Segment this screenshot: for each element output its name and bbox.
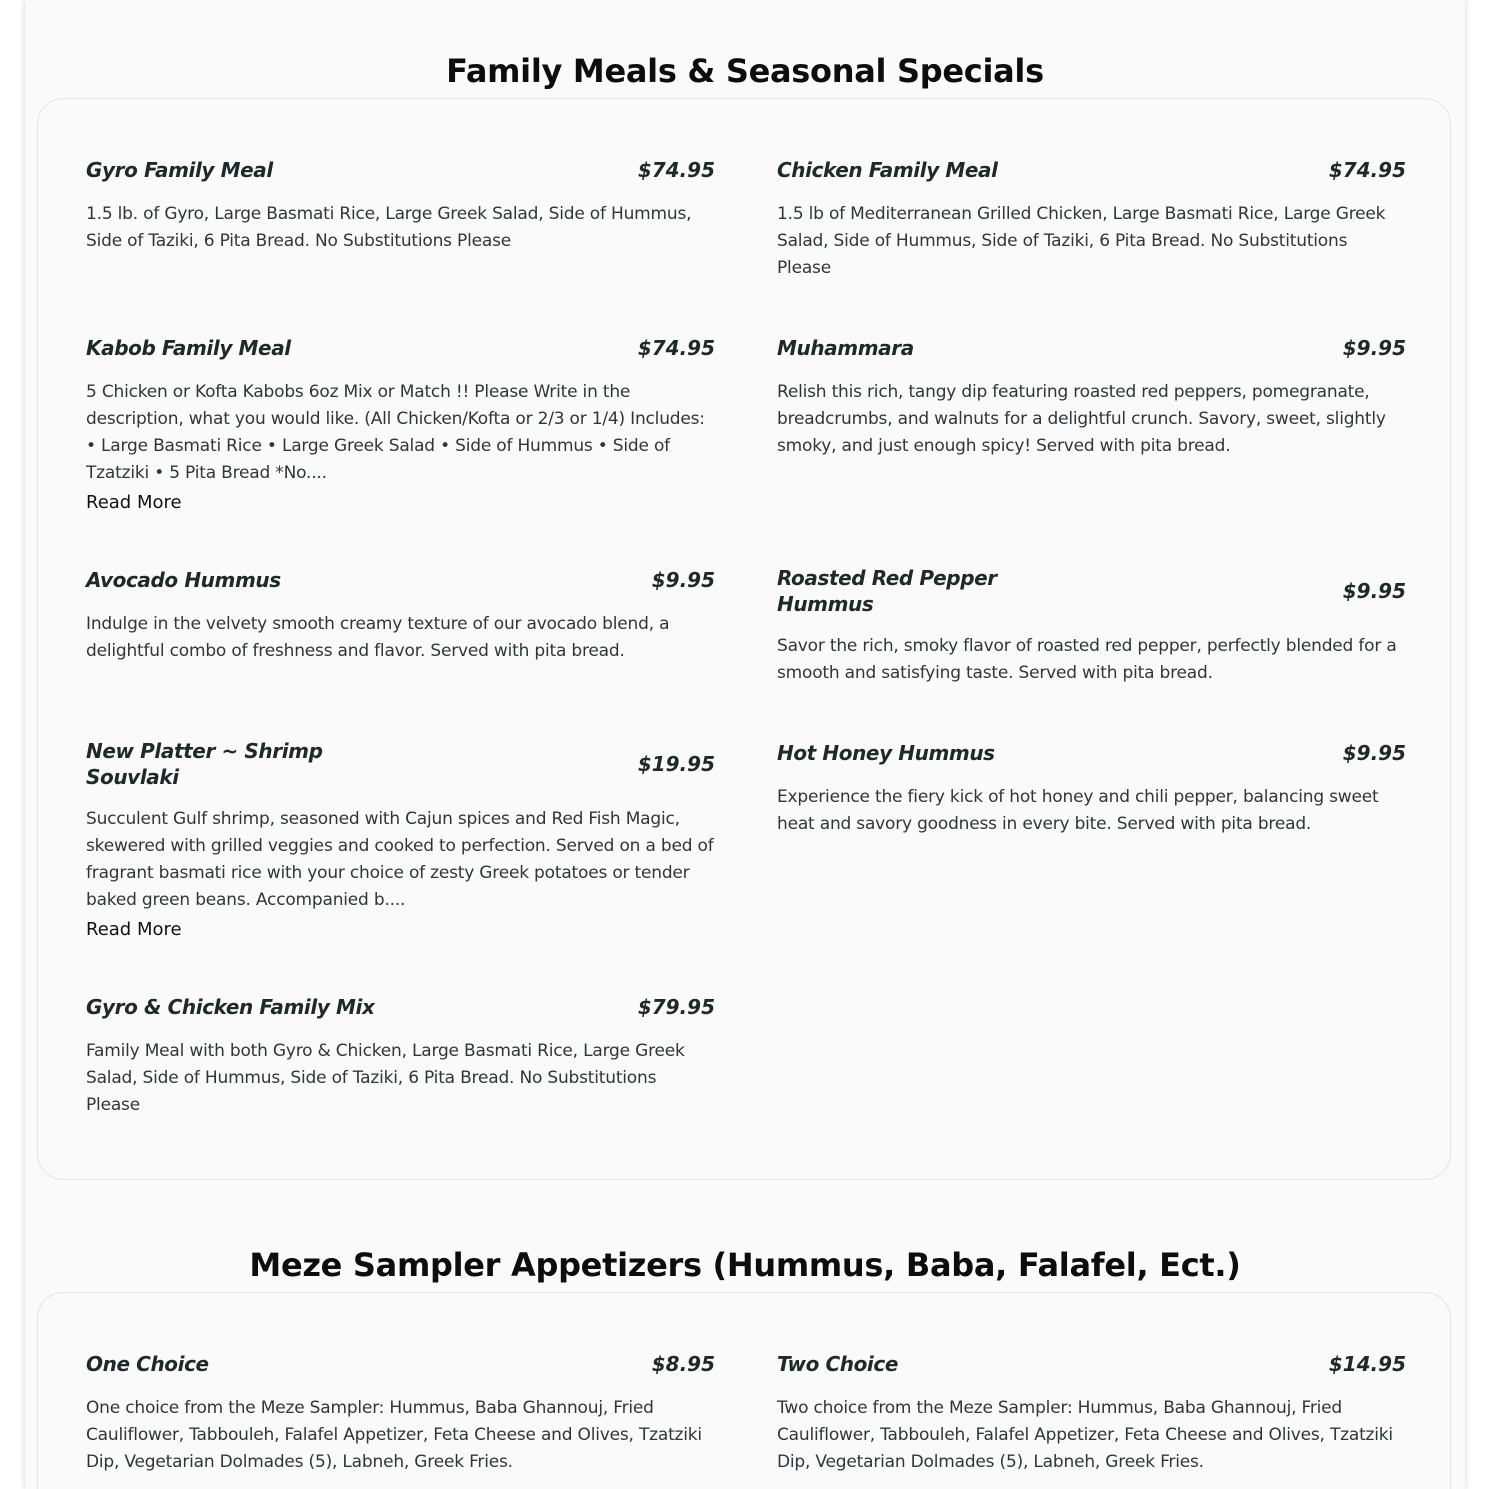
read-more-link[interactable]: Read More bbox=[86, 492, 182, 513]
menu-item-name: Gyro Family Meal bbox=[86, 158, 273, 182]
menu-item-description: Family Meal with both Gyro & Chicken, Large Basmati Rice, Large Greek Salad, Side of Hummus, Side of Taziki, 6 Pita Bread. No Substitutions Please bbox=[86, 1041, 685, 1115]
menu-item-price: $9.95 bbox=[1342, 741, 1406, 765]
menu-item-description: One choice from the Meze Sampler: Hummus, Baba Ghannouj, Fried Cauliflower, Tabbouleh, Falafel Appetizer, Feta Cheese and Olives, Tzatziki Dip, Vegetarian Dolmades (5), Labneh, Greek Fries. bbox=[86, 1398, 702, 1472]
menu-item-description: Indulge in the velvety smooth creamy texture of our avocado blend, a delightful combo of freshness and flavor. Served with pita bread. bbox=[86, 614, 670, 661]
menu-item-price: $74.95 bbox=[637, 336, 715, 360]
menu-item-name: Chicken Family Meal bbox=[777, 158, 998, 182]
section-title-family-meals: Family Meals & Seasonal Specials bbox=[446, 52, 1044, 90]
menu-item-name: Hot Honey Hummus bbox=[777, 741, 995, 765]
menu-item-price: $79.95 bbox=[637, 995, 715, 1019]
menu-item-name: Gyro & Chicken Family Mix bbox=[86, 995, 375, 1019]
menu-item-price: $19.95 bbox=[637, 752, 715, 776]
menu-item-name: Two Choice bbox=[777, 1352, 899, 1376]
menu-item-description: 5 Chicken or Kofta Kabobs 6oz Mix or Match !! Please Write in the description, what you would like. (All Chicken/Kofta or 2/3 or 1/4) Includes: • Large Basmati Rice • Large Greek Salad • Side of Hummus • Side of Tzatziki • 5 Pita Bread *No.... bbox=[86, 382, 705, 483]
menu-item-price: $74.95 bbox=[637, 158, 715, 182]
menu-item-description: Two choice from the Meze Sampler: Hummus, Baba Ghannouj, Fried Cauliflower, Tabbouleh, Falafel Appetizer, Feta Cheese and Olives, Tzatziki Dip, Vegetarian Dolmades (5), Labneh, Greek Fries. bbox=[777, 1398, 1393, 1472]
menu-page bbox=[25, 0, 1465, 1489]
menu-card-meze-sampler bbox=[37, 1292, 1451, 1489]
menu-item-description: Savor the rich, smoky flavor of roasted red pepper, perfectly blended for a smooth and satisfying taste. Served with pita bread. bbox=[777, 636, 1397, 683]
menu-item-description: Succulent Gulf shrimp, seasoned with Cajun spices and Red Fish Magic, skewered with grilled veggies and cooked to perfection. Served on a bed of fragrant basmati rice with your choice of zesty Greek potatoes or tender baked green beans. Accompanied b.... bbox=[86, 809, 714, 910]
menu-item-name: Muhammara bbox=[777, 336, 914, 360]
menu-item-price: $14.95 bbox=[1328, 1352, 1406, 1376]
menu-item-price: $9.95 bbox=[1342, 336, 1406, 360]
read-more-link[interactable]: Read More bbox=[86, 919, 182, 940]
menu-item-price: $9.95 bbox=[651, 568, 715, 592]
menu-item-name: Roasted Red Pepper Hummus bbox=[777, 566, 997, 616]
menu-card-family-meals bbox=[37, 98, 1451, 1180]
menu-item-price: $74.95 bbox=[1328, 158, 1406, 182]
menu-item-price: $8.95 bbox=[651, 1352, 715, 1376]
menu-item-name: Avocado Hummus bbox=[86, 568, 281, 592]
menu-item-price: $9.95 bbox=[1342, 579, 1406, 603]
menu-item-name: Kabob Family Meal bbox=[86, 336, 291, 360]
menu-item-description: 1.5 lb. of Gyro, Large Basmati Rice, Large Greek Salad, Side of Hummus, Side of Taziki, 6 Pita Bread. No Substitutions Please bbox=[86, 204, 692, 251]
menu-item-name: One Choice bbox=[86, 1352, 209, 1376]
menu-item-description: 1.5 lb of Mediterranean Grilled Chicken, Large Basmati Rice, Large Greek Salad, Side of Hummus, Side of Taziki, 6 Pita Bread. No Substitutions Please bbox=[777, 204, 1386, 278]
menu-item-name: New Platter ~ Shrimp Souvlaki bbox=[86, 739, 323, 789]
menu-item-description: Relish this rich, tangy dip featuring roasted red peppers, pomegranate, breadcrumbs, and walnuts for a delightful crunch. Savory, sweet, slightly smoky, and just enough spicy! Served with pita bread. bbox=[777, 382, 1386, 456]
menu-item-description: Experience the fiery kick of hot honey and chili pepper, balancing sweet heat and savory goodness in every bite. Served with pita bread. bbox=[777, 787, 1379, 834]
section-title-meze-sampler: Meze Sampler Appetizers (Hummus, Baba, Falafel, Ect.) bbox=[249, 1246, 1241, 1284]
